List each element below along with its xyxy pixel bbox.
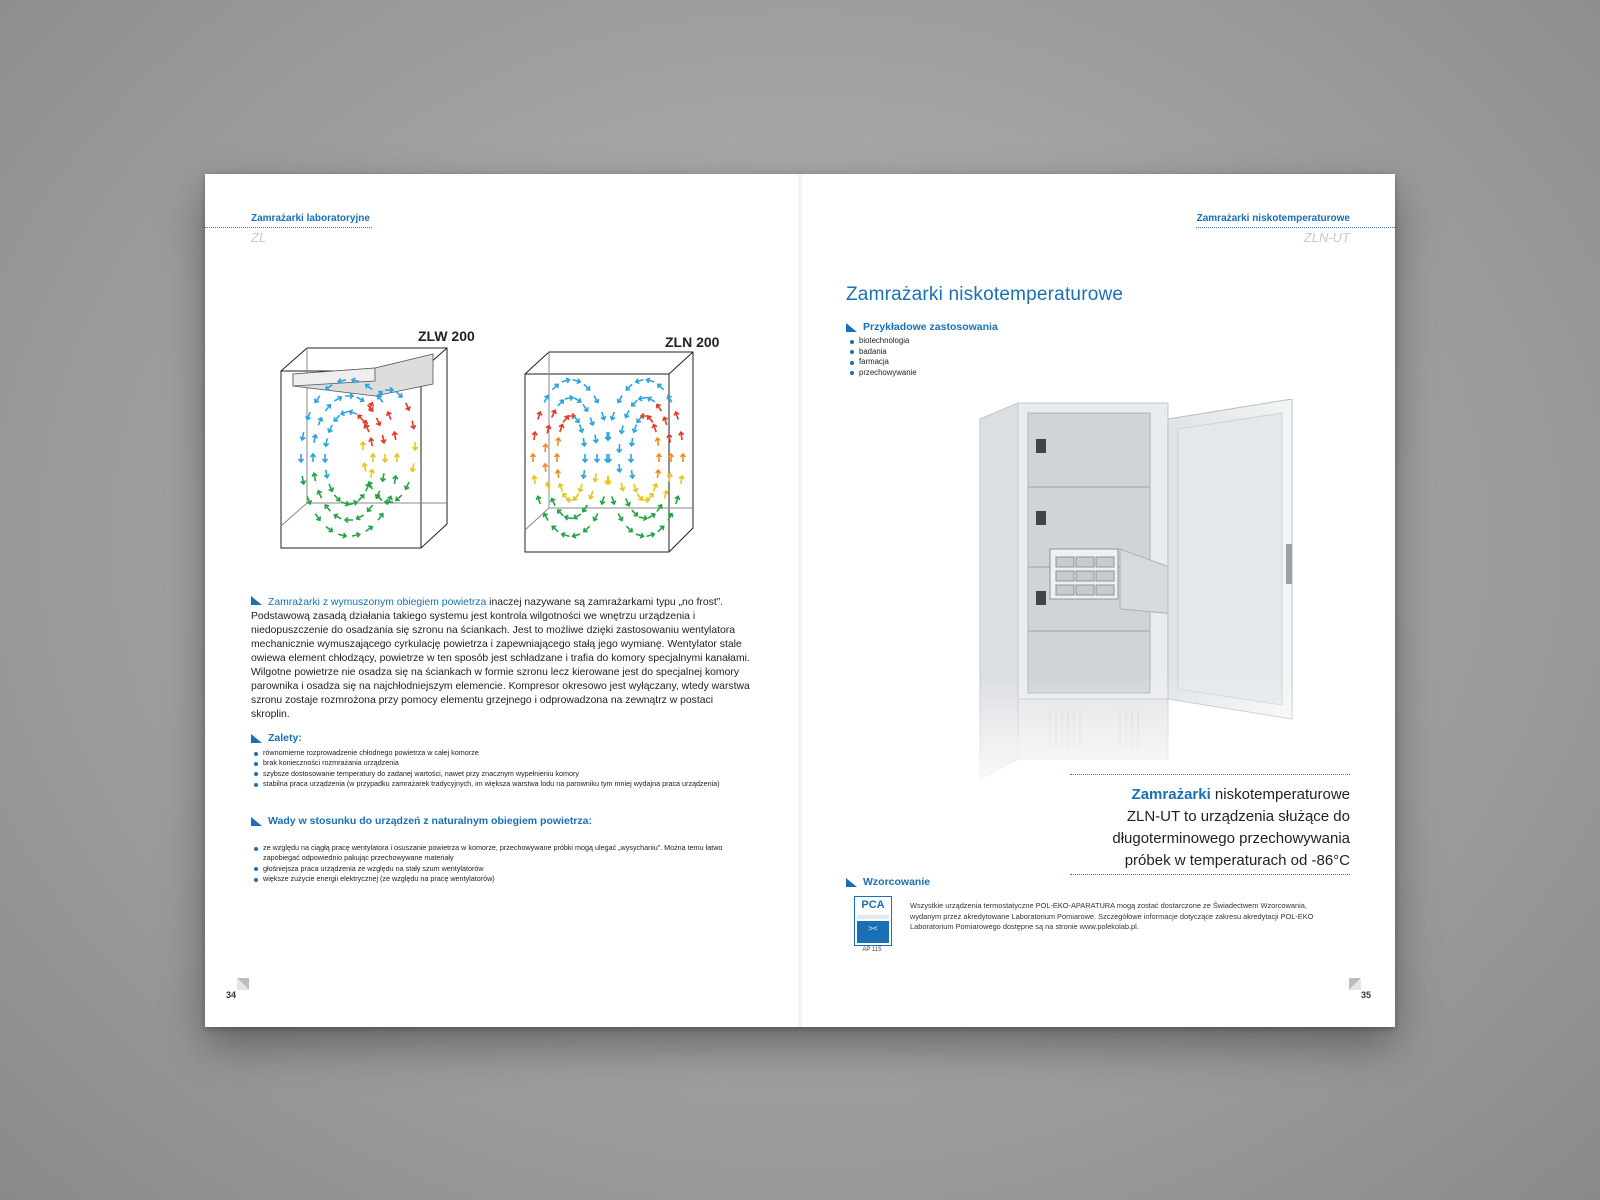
airflow-arrow: [581, 438, 587, 447]
airflow-arrow: [551, 382, 560, 391]
airflow-arrow: [349, 409, 358, 416]
airflow-arrow: [646, 415, 655, 424]
airflow-diagram-zln: [523, 350, 695, 556]
airflow-arrow: [593, 434, 599, 443]
claim-line-4: próbek w temperaturach od -86°C: [1124, 852, 1350, 869]
airflow-arrow: [573, 396, 582, 404]
airflow-arrow: [673, 411, 680, 420]
airflow-arrow: [629, 454, 634, 462]
airflow-arrow: [316, 417, 324, 426]
airflow-arrow: [316, 490, 324, 499]
page-corner-icon: [237, 978, 249, 990]
airflow-arrow: [564, 395, 573, 401]
airflow-arrow: [556, 398, 565, 407]
section-marker-icon: [251, 817, 263, 826]
airflow-arrow: [332, 493, 341, 502]
list-item: farmacja: [849, 357, 999, 368]
airflow-arrow: [588, 417, 595, 426]
airflow-arrow: [531, 454, 536, 462]
airflow-arrow: [623, 409, 631, 418]
claim-top-rule: [1070, 774, 1350, 775]
airflow-arrow: [543, 444, 549, 452]
list-item: biotechnologia: [849, 336, 999, 347]
airflow-arrow: [635, 532, 644, 539]
airflow-arrow: [625, 524, 634, 533]
page-number-right: 35: [1360, 990, 1371, 1000]
airflow-arrow: [582, 524, 591, 533]
airflow-arrow: [673, 496, 680, 505]
airflow-arrow: [625, 382, 634, 391]
airflow-arrow: [662, 417, 669, 426]
calibration-heading: [846, 876, 930, 888]
list-item: przechowywanie: [849, 368, 999, 379]
airflow-arrow: [666, 394, 674, 403]
airflow-arrow: [395, 454, 400, 462]
section-marker-icon: [251, 596, 263, 605]
airflow-arrow: [617, 464, 623, 472]
airflow-arrow: [638, 395, 647, 401]
advantages-list: [253, 748, 773, 790]
airflow-arrow: [338, 532, 347, 539]
airflow-arrow: [595, 454, 600, 462]
airflow-arrow: [651, 483, 658, 492]
airflow-arrow: [555, 454, 560, 462]
airflow-arrow: [609, 496, 616, 505]
airflow-arrow: [535, 496, 542, 505]
airflow-arrow: [333, 395, 342, 403]
section-marker-icon: [846, 323, 858, 332]
airflow-arrow: [656, 382, 665, 391]
airflow-arrow: [410, 420, 416, 429]
airflow-arrow: [535, 411, 542, 420]
airflow-arrow: [631, 483, 638, 492]
airflow-arrow: [374, 417, 382, 426]
airflow-arrow: [561, 377, 570, 384]
airflow-arrow: [667, 434, 673, 443]
airflow-arrow: [646, 532, 655, 539]
airflow-arrow: [572, 532, 581, 539]
diagram-zlw-label: ZLW 200: [418, 328, 475, 344]
page-number-left: 34: [226, 990, 237, 1000]
airflow-arrow: [327, 424, 335, 433]
claim-bottom-rule: [1070, 874, 1350, 875]
calibration-text: Wszystkie urządzenia termostatyczne POL-EKO-APARATURA mogą zostać dostarczone ze Świadectwem Wzorcowania, wydanym przez akredytowane Laboratorium Pomiarowe. Szczegółowe informacje dotyczące zakresu akredytacji POL-EKO Laboratorium Pomiarowego dostępne są na stronie www.polekolab.pl.: [910, 901, 1314, 931]
airflow-arrow: [623, 497, 631, 506]
list-item: większe zużycie energii elektrycznej (ze względu na pracę wentylatorów): [253, 874, 723, 884]
airflow-arrow: [647, 512, 656, 520]
airflow-arrow: [300, 432, 306, 441]
airflow-arrow: [323, 403, 332, 412]
airflow-arrow: [588, 490, 595, 499]
airflow-arrow: [531, 476, 537, 485]
airflow-arrow: [403, 402, 411, 411]
airflow-arrow: [324, 525, 333, 534]
airflow-arrow: [413, 442, 418, 450]
intro-lead: Zamrażarki z wymuszonym obiegiem powietrza: [268, 597, 487, 608]
pca-logo-text: PCA: [861, 899, 885, 911]
list-item: równomierne rozprowadzenie chłodnego powietrza w całej komorze: [253, 748, 773, 758]
airflow-arrow: [556, 508, 565, 517]
airflow-arrow: [367, 481, 375, 490]
airflow-arrow: [593, 473, 599, 482]
airflow-arrow: [305, 411, 313, 420]
airflow-arrow: [355, 513, 364, 521]
airflow-arrow: [655, 438, 661, 447]
claim-lead: Zamrażarki: [1131, 786, 1211, 803]
disadvantages-heading-text: Wady w stosunku do urządzeń z naturalnym obiegiem powietrza:: [268, 815, 592, 827]
right-header-rule: [1196, 227, 1395, 228]
airflow-arrow: [581, 470, 587, 479]
airflow-arrow: [392, 476, 398, 485]
disadvantages-heading: [251, 815, 592, 827]
airflow-arrow: [394, 493, 403, 502]
airflow-arrow: [351, 532, 360, 539]
airflow-arrow: [332, 414, 341, 423]
airflow-arrow: [323, 469, 329, 478]
airflow-arrow: [619, 482, 626, 491]
airflow-arrow: [361, 442, 366, 450]
airflow-arrow: [392, 432, 398, 441]
airflow-arrow: [561, 532, 570, 539]
airflow-arrow: [333, 513, 342, 521]
airflow-arrow: [362, 463, 368, 472]
airflow-arrow: [638, 515, 647, 521]
airflow-arrow: [582, 382, 591, 391]
airflow-arrow: [545, 425, 552, 434]
airflow-arrow: [376, 512, 385, 521]
airflow-arrows-zln: [531, 377, 686, 538]
pca-badge: AP 115: [862, 947, 882, 953]
airflow-arrow: [581, 403, 590, 412]
airflow-arrow: [647, 396, 656, 404]
airflow-arrow: [545, 482, 552, 491]
airflow-arrow: [635, 377, 644, 384]
airflow-diagram-zlw: [279, 346, 449, 558]
list-item: ze względu na ciągłą pracę wentylatora i osuszanie powietrza w komorze, przechowywane próbki mogą ulegać „wysychaniu”. Można temu łatwo zapobiegać odpowiednio pakując przechowywane materiały: [253, 843, 723, 864]
section-marker-icon: [846, 878, 858, 887]
airflow-arrow: [657, 454, 662, 462]
claim-line-3: długoterminowego przechowywania: [1112, 830, 1350, 847]
airflow-arrow: [619, 425, 626, 434]
airflow-arrow: [543, 464, 549, 472]
airflow-arrow: [631, 424, 638, 433]
airflow-arrow: [364, 525, 373, 534]
airflow-arrow: [380, 473, 386, 482]
airflow-arrow: [327, 483, 335, 492]
applications-list: [849, 336, 999, 378]
claim-text: [1090, 784, 1350, 872]
claim-line-1: niskotemperaturowe: [1210, 786, 1350, 803]
airflow-arrow: [577, 483, 584, 492]
intro-text: inaczej nazywane są zamrażarkami typu „no frost”. Podstawową zasadą działania takiego systemu jest kontrola wilgotności we wnętrzu urządzenia i niedopuszczenie do osadzania się szronu na ściankach. Jest to możliwe dzięki zastosowaniu wentylatora mechanicznie wymuszającego cyrkulację powietrza i zapewniającego stałą jego wymianę. Wentylator stale owiewa element chłodzący, powietrze w ten sposób jest schładzane i trafia do komory specjalnymi kanałami. Wilgotne powietrze nie osadza się na ściankach w formie szronu lecz kierowane jest do specjalnej komory parownika i osadza się na najchłodniejszym elemencie. Kompresor okresowo jest wyłączany, wtedy warstwa szronu zostaje rozmrożona przy pomocy elementu grzejnego i odprowadzona na zewnątrz w postaci skroplin.: [251, 597, 750, 720]
airflow-arrow: [592, 394, 600, 403]
airflow-arrow: [368, 438, 374, 447]
airflow-arrow: [681, 454, 686, 462]
left-header-rule: [205, 227, 372, 228]
airflow-arrow: [340, 409, 349, 416]
airflow-arrow: [345, 394, 353, 399]
list-item: głośniejsza praca urządzenia ze względu na stały szum wentylatorów: [253, 864, 723, 874]
airflow-arrow: [629, 438, 635, 447]
airflow-arrow: [380, 434, 386, 443]
airflow-arrow: [551, 524, 560, 533]
airflow-arrow: [655, 470, 661, 479]
airflow-arrow: [403, 481, 411, 490]
airflow-arrow: [549, 497, 557, 506]
airflow-arrow: [635, 492, 644, 501]
pca-arrows-icon: ><: [868, 924, 878, 933]
calibration-heading-text: Wzorcowanie: [863, 876, 931, 888]
list-item: szybsze dostosowanie temperatury do zadanej wartości, nawet przy znacznym wypełnieniu komory: [253, 769, 773, 779]
airflow-arrow: [345, 518, 353, 523]
airflow-arrow: [311, 454, 316, 462]
right-page: [800, 174, 1395, 1027]
airflow-arrow: [564, 515, 573, 521]
main-title: Zamrażarki niskotemperaturowe: [846, 284, 1124, 305]
left-header-title: Zamrażarki laboratoryjne: [251, 213, 370, 224]
airflow-arrow: [383, 454, 388, 462]
airflow-arrow: [366, 503, 375, 512]
claim-line-2: ZLN-UT to urządzenia służące do: [1126, 808, 1350, 825]
airflow-arrow: [312, 434, 318, 443]
left-page: [205, 174, 800, 1027]
brochure-spread: [205, 174, 1395, 1027]
pca-logo-box: [854, 896, 892, 946]
airflow-arrow: [616, 394, 624, 403]
airflow-arrows-zlw: [299, 377, 418, 538]
airflow-arrow: [368, 469, 374, 478]
airflow-arrow: [662, 490, 669, 499]
pca-logo: [854, 896, 890, 954]
airflow-arrow: [410, 463, 416, 472]
applications-heading-text: Przykładowe zastosowania: [863, 321, 998, 333]
airflow-arrow: [386, 411, 394, 420]
airflow-arrow: [557, 424, 564, 433]
advantages-heading: [251, 732, 302, 744]
right-header-subtitle: ZLN-UT: [1303, 230, 1350, 245]
applications-heading: [846, 321, 998, 333]
airflow-arrow: [549, 409, 557, 418]
airflow-arrow: [678, 432, 684, 441]
airflow-arrow: [555, 438, 561, 447]
airflow-arrow: [629, 470, 635, 479]
airflow-arrow: [678, 476, 684, 485]
airflow-arrow: [583, 454, 588, 462]
intro-paragraph: [251, 596, 751, 722]
airflow-arrow: [577, 424, 584, 433]
airflow-arrow: [609, 411, 616, 420]
airflow-arrow: [531, 432, 537, 441]
airflow-arrow: [630, 508, 639, 517]
airflow-arrow: [646, 377, 655, 384]
airflow-arrow: [667, 473, 673, 482]
airflow-arrow: [323, 454, 328, 462]
airflow-arrow: [630, 398, 639, 407]
airflow-arrow: [555, 470, 561, 479]
airflow-arrow: [656, 524, 665, 533]
airflow-arrow: [356, 493, 365, 502]
airflow-arrow: [557, 483, 564, 492]
freezer-photo: [970, 399, 1300, 794]
airflow-arrow: [592, 512, 600, 521]
airflow-arrow: [374, 493, 383, 502]
airflow-arrow: [323, 438, 329, 447]
list-item: badania: [849, 347, 999, 358]
list-item: stabilna praca urządzenia (w przypadku zamrażarek tradycyjnych, im większa warstwa lodu na parowniku tym mniej wydajna praca urządzenia): [253, 779, 773, 789]
airflow-arrow: [573, 512, 582, 520]
airflow-arrow: [312, 473, 318, 482]
airflow-arrow: [323, 503, 332, 512]
airflow-arrow: [355, 395, 364, 403]
airflow-arrow: [313, 394, 322, 403]
right-header-title: Zamrażarki niskotemperaturowe: [1196, 213, 1350, 224]
airflow-arrow: [599, 411, 606, 420]
airflow-arrow: [313, 512, 322, 521]
airflow-arrow: [300, 476, 306, 485]
pca-logo-band: [857, 921, 889, 943]
list-item: brak konieczności rozmrażania urządzenia: [253, 758, 773, 768]
page-corner-icon: [1349, 978, 1361, 990]
airflow-arrow: [651, 424, 658, 433]
diagram-zln-label: ZLN 200: [665, 334, 720, 350]
airflow-arrow: [599, 496, 606, 505]
disadvantages-list: [253, 843, 723, 885]
airflow-arrow: [371, 454, 376, 462]
airflow-arrow: [299, 454, 304, 462]
section-marker-icon: [251, 734, 263, 743]
airflow-arrow: [617, 444, 623, 452]
airflow-arrow: [666, 512, 674, 521]
left-header-subtitle: ZL: [251, 230, 267, 245]
advantages-heading-text: Zalety:: [268, 732, 302, 744]
airflow-arrow: [616, 512, 624, 521]
airflow-arrow: [655, 403, 664, 412]
airflow-arrow: [572, 377, 581, 384]
